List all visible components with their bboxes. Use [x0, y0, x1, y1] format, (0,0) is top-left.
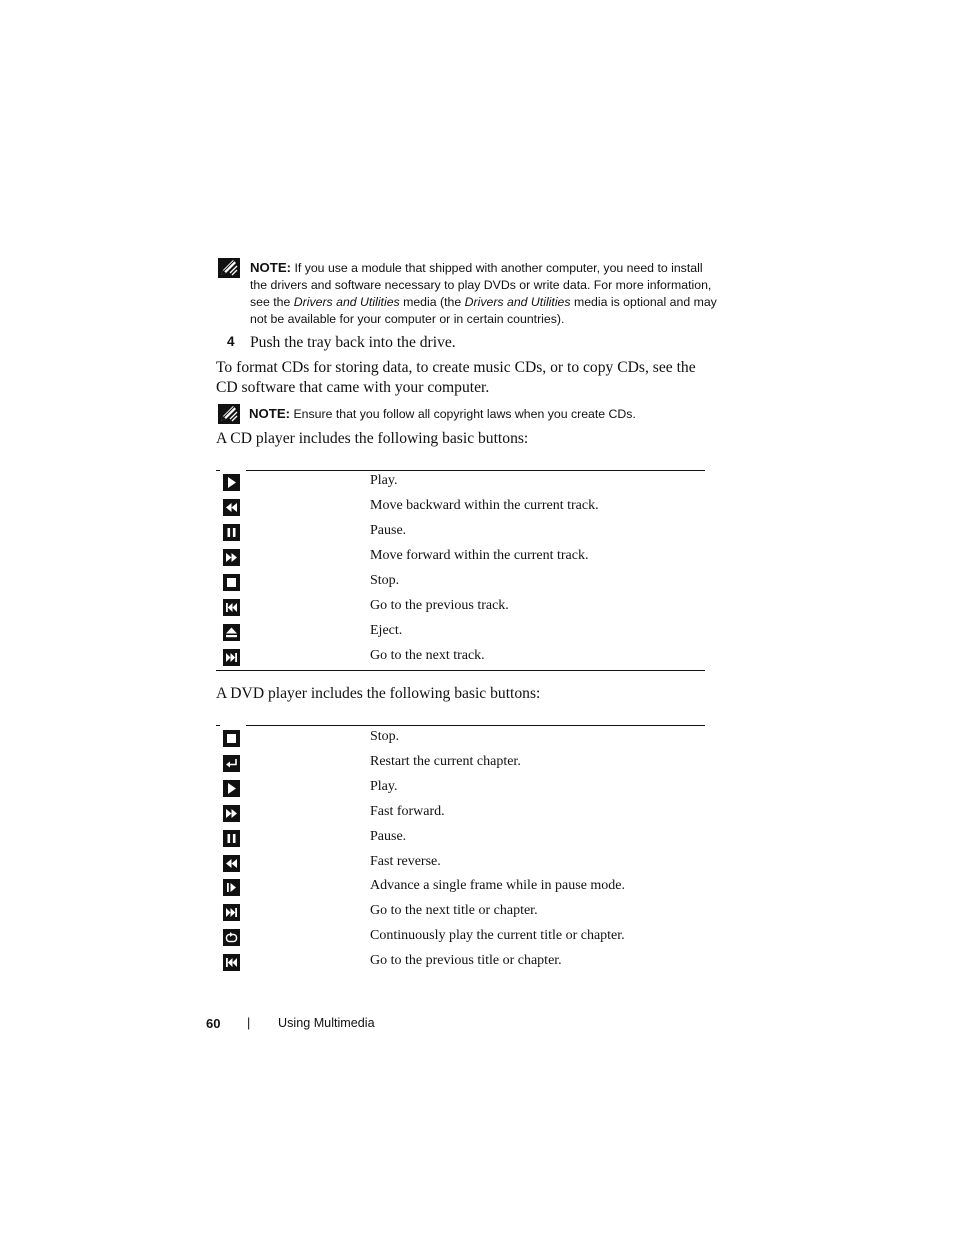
- note-text: If you use a module that shipped with another computer, you need to install the drivers and software necessary to play DVDs or write data. For more information, see the: [250, 261, 712, 309]
- button-description: Fast forward.: [370, 804, 445, 819]
- stop-icon: [223, 730, 240, 747]
- format-paragraph: To format CDs for storing data, to create music CDs, or to copy CDs, see the CD software that came with your computer.: [216, 359, 696, 396]
- table-rule-bottom: [216, 670, 705, 671]
- button-description: Fast reverse.: [370, 854, 441, 869]
- table-row: [216, 876, 705, 901]
- button-description: Stop.: [370, 729, 400, 744]
- note-text: Ensure that you follow all copyright laws when you create CDs.: [290, 407, 636, 421]
- footer-section-title: Using Multimedia: [278, 1016, 375, 1030]
- button-description: Play.: [370, 779, 398, 794]
- eject-icon: [223, 624, 240, 641]
- button-description: Pause.: [370, 523, 407, 538]
- table-row: [216, 802, 705, 827]
- fast-reverse-icon: [223, 855, 240, 872]
- button-description: Advance a single frame while in pause mode.: [370, 878, 626, 893]
- play-icon: [223, 780, 240, 797]
- restart-chapter-icon: [223, 755, 240, 772]
- fast-forward-icon: [223, 549, 240, 566]
- previous-title-icon: [223, 954, 240, 971]
- pause-icon: [223, 830, 240, 847]
- table-row: [216, 646, 705, 671]
- cd-intro: A CD player includes the following basic buttons:: [216, 430, 529, 447]
- footer-separator: |: [247, 1016, 251, 1030]
- button-description: Go to the next track.: [370, 648, 485, 663]
- button-description: Continuously play the current title or chapter.: [370, 928, 625, 943]
- button-description: Go to the previous track.: [370, 598, 509, 613]
- table-row: [216, 752, 705, 777]
- page-number: 60: [206, 1016, 221, 1031]
- dvd-intro: A DVD player includes the following basic buttons:: [216, 685, 541, 702]
- frame-advance-icon: [223, 879, 240, 896]
- button-description: Go to the next title or chapter.: [370, 903, 538, 918]
- note-pencil-icon: [218, 258, 240, 278]
- button-description: Move forward within the current track.: [370, 548, 589, 563]
- repeat-icon: [223, 929, 240, 946]
- next-title-icon: [223, 904, 240, 921]
- note-text: media is optional and may not be available for your computer or in certain countries).: [250, 295, 717, 326]
- table-row: [216, 901, 705, 926]
- stop-icon: [223, 574, 240, 591]
- table-row: [216, 827, 705, 852]
- table-row: [216, 926, 705, 951]
- table-rule-short: [216, 725, 220, 726]
- table-row: [216, 571, 705, 596]
- previous-track-icon: [223, 599, 240, 616]
- fast-forward-icon: [223, 805, 240, 822]
- table-row: [216, 471, 705, 496]
- button-description: Pause.: [370, 829, 407, 844]
- table-row: [216, 546, 705, 571]
- pause-icon: [223, 524, 240, 541]
- button-description: Play.: [370, 473, 398, 488]
- note-label: NOTE:: [250, 260, 292, 275]
- next-track-icon: [223, 649, 240, 666]
- step-number: 4: [227, 334, 235, 349]
- note-installation: [250, 259, 720, 328]
- table-row: [216, 496, 705, 521]
- table-rule-top: [246, 725, 705, 726]
- note-pencil-icon: [218, 404, 240, 424]
- table-row: [216, 727, 705, 752]
- button-description: Eject.: [370, 623, 403, 638]
- table-row: [216, 596, 705, 621]
- table-row: [216, 777, 705, 802]
- rewind-icon: [223, 499, 240, 516]
- table-row: [216, 951, 705, 976]
- button-description: Restart the current chapter.: [370, 754, 521, 769]
- table-row: [216, 621, 705, 646]
- note-copyright: [249, 405, 719, 423]
- note-text: media (the: [399, 295, 465, 309]
- table-row: [216, 521, 705, 546]
- button-description: Stop.: [370, 573, 400, 588]
- note-label: NOTE:: [249, 406, 291, 421]
- button-description: Go to the previous title or chapter.: [370, 953, 562, 968]
- media-name: Drivers and Utilities: [464, 295, 571, 309]
- step-text: Push the tray back into the drive.: [250, 334, 456, 351]
- table-row: [216, 852, 705, 877]
- media-name: Drivers and Utilities: [293, 295, 400, 309]
- button-description: Move backward within the current track.: [370, 498, 599, 513]
- play-icon: [223, 474, 240, 491]
